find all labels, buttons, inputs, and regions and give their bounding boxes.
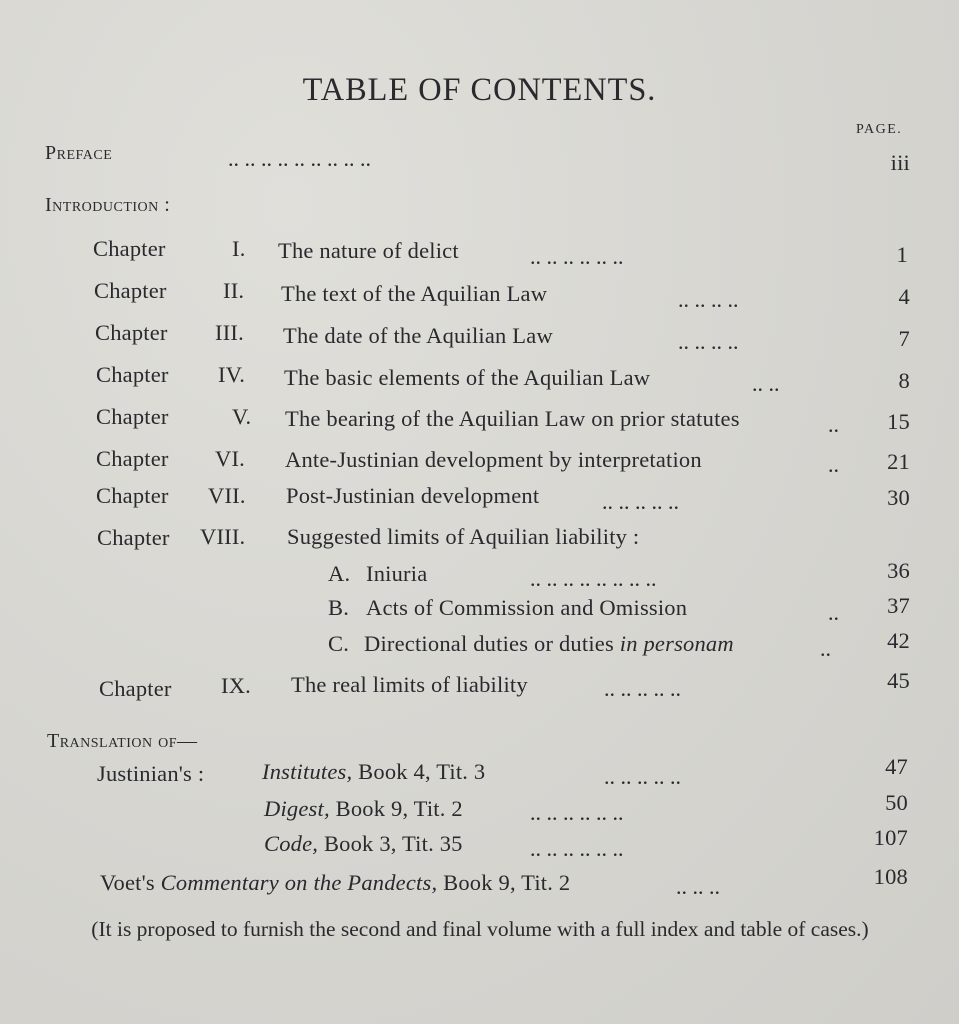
chapter-leader-dots: .. .. .. .. ..: [604, 676, 681, 701]
chapter-page-number: 21: [887, 449, 910, 474]
voet-page-number: 108: [873, 864, 908, 889]
preface-label: Preface: [45, 142, 113, 164]
chapter-numeral: VII.: [208, 483, 246, 508]
subsection-title: Iniuria: [366, 561, 428, 586]
translation-title-rest: Book 3, Tit. 35: [323, 831, 463, 856]
chapter-title: Post-Justinian development: [286, 483, 540, 508]
chapter-leader-dots: .. .. .. ..: [678, 287, 739, 312]
translation-label: Translation of—: [47, 730, 198, 752]
subsection-title: Acts of Commission and Omission: [366, 595, 688, 620]
translation-title-rest: Book 4, Tit. 3: [358, 759, 486, 784]
introduction-label: Introduction :: [45, 194, 171, 216]
chapter-title: The basic elements of the Aquilian Law: [284, 365, 651, 390]
chapter-title: The date of the Aquilian Law: [283, 323, 553, 348]
voet-prefix: Voet's: [100, 870, 161, 895]
chapter-title: The bearing of the Aquilian Law on prior statutes: [285, 406, 740, 431]
chapter-page-number: 15: [887, 409, 910, 434]
translation-title: [264, 796, 463, 822]
chapter-title: The text of the Aquilian Law: [281, 281, 548, 306]
subsection-title: [364, 631, 734, 657]
chapter-word: Chapter: [96, 362, 169, 387]
translation-page-number: 47: [885, 754, 908, 779]
page-column-header: PAGE.: [856, 122, 903, 137]
subsection-leader-dots: .. .. .. .. .. .. .. ..: [530, 566, 657, 591]
chapter-title: The nature of delict: [278, 238, 459, 263]
subsection-title-italic: in personam: [619, 631, 734, 656]
chapter-leader-dots: ..: [828, 412, 839, 437]
chapter-title: The real limits of liability: [291, 672, 528, 697]
chapter-leader-dots: .. .. .. .. .. ..: [530, 244, 624, 269]
chapter-page-number: 4: [898, 284, 910, 309]
page-title: TABLE OF CONTENTS.: [302, 72, 657, 108]
chapter-page-number: 7: [898, 326, 910, 351]
chapter-word: Chapter: [99, 676, 172, 701]
translation-leader-dots: .. .. .. .. .. ..: [530, 836, 624, 861]
voet-title-rest: Book 9, Tit. 2: [437, 870, 571, 895]
chapter-word: Chapter: [96, 404, 169, 429]
chapter-title: Ante-Justinian development by interpretation: [285, 447, 702, 472]
chapter-word: Chapter: [93, 236, 166, 261]
chapter-numeral: IV.: [218, 362, 246, 387]
chapter-numeral: VI.: [215, 446, 245, 471]
translation-title-italic: Institutes,: [262, 759, 353, 784]
translation-leader-dots: .. .. .. .. .. ..: [530, 800, 624, 825]
subsection-page-number: 37: [887, 593, 910, 618]
subsection-title-plain: Directional duties or duties: [364, 631, 620, 656]
translation-title: [264, 831, 463, 857]
footnote: (It is proposed to furnish the second and final volume with a full index and table of cases.): [91, 917, 869, 941]
chapter-leader-dots: ..: [828, 452, 839, 477]
chapter-leader-dots: .. .. .. .. ..: [602, 489, 679, 514]
chapter-word: Chapter: [97, 525, 170, 550]
translation-page-number: 50: [885, 790, 908, 815]
translation-leader-dots: .. .. .. .. ..: [604, 764, 681, 789]
chapter-word: Chapter: [96, 446, 169, 471]
chapter-numeral: I.: [232, 236, 246, 261]
subsection-page-number: 42: [887, 628, 910, 653]
translation-title-rest: Book 9, Tit. 2: [335, 796, 463, 821]
chapter-leader-dots: .. .. .. ..: [678, 329, 739, 354]
translation-title-italic: Code,: [264, 831, 319, 856]
chapter-page-number: 45: [887, 668, 910, 693]
voet-title-italic: Commentary on the Pandects,: [160, 870, 438, 895]
translation-title-italic: Digest,: [264, 796, 330, 821]
voet-entry-title: [100, 870, 570, 896]
subsection-leader-dots: ..: [828, 600, 839, 625]
subsection-letter: A.: [328, 561, 351, 586]
chapter-word: Chapter: [95, 320, 168, 345]
chapter-numeral: IX.: [221, 673, 251, 698]
preface-page-number: iii: [890, 150, 910, 175]
chapter-page-number: 30: [887, 485, 910, 510]
subsection-leader-dots: ..: [820, 636, 831, 661]
preface-leader-dots: .. .. .. .. .. .. .. .. ..: [228, 146, 371, 171]
subsection-letter: B.: [328, 595, 350, 620]
chapter-title: Suggested limits of Aquilian liability :: [287, 524, 640, 549]
chapter-word: Chapter: [96, 483, 169, 508]
chapter-numeral: II.: [223, 278, 245, 303]
chapter-numeral: V.: [232, 404, 252, 429]
voet-leader-dots: .. .. ..: [676, 874, 720, 899]
chapter-word: Chapter: [94, 278, 167, 303]
translation-page-number: 107: [873, 825, 908, 850]
chapter-numeral: VIII.: [200, 524, 246, 549]
subsection-letter: C.: [328, 631, 350, 656]
chapter-page-number: 8: [898, 368, 910, 393]
translation-title: [262, 759, 485, 785]
translation-prefix: Justinian's :: [97, 761, 205, 786]
subsection-page-number: 36: [887, 558, 910, 583]
chapter-leader-dots: .. ..: [752, 371, 780, 396]
chapter-page-number: 1: [896, 242, 908, 267]
chapter-numeral: III.: [215, 320, 244, 345]
